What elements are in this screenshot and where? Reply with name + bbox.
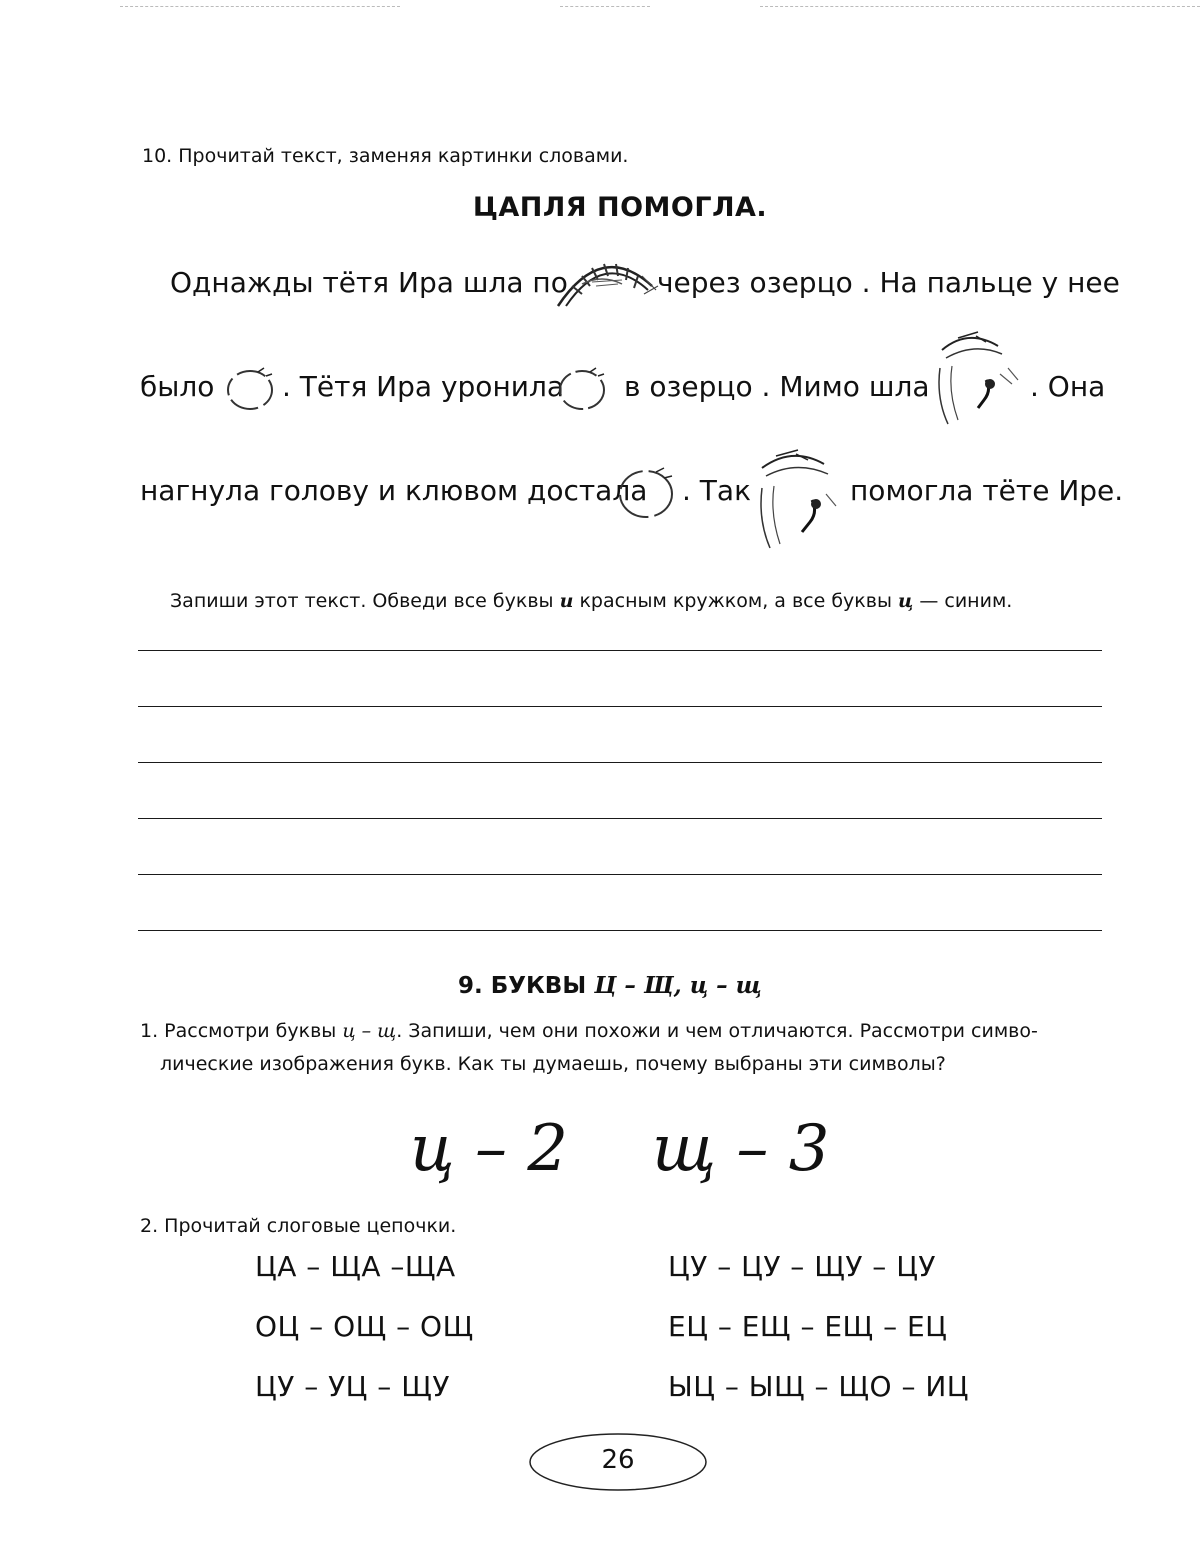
story-line-1b: через озерцо . На пальце у нее <box>657 266 1120 299</box>
question-2: 2. Прочитай слоговые цепочки. <box>140 1215 457 1237</box>
scan-edge-mark <box>560 6 650 7</box>
writing-line[interactable] <box>138 762 1102 763</box>
story-line-2d: . Она <box>1030 370 1106 403</box>
ring-icon <box>552 362 614 414</box>
letter-ts: ц <box>898 590 914 612</box>
writing-line[interactable] <box>138 650 1102 651</box>
question-1-line-1: 1. Рассмотри буквы ц – щ. Запиши, чем они похожи и чем отличаются. Рассмотри симво- <box>140 1020 1038 1042</box>
bridge-icon <box>552 246 664 316</box>
story-line-3b: . Так <box>682 474 751 507</box>
chain-right-3: ЫЦ – ЫЩ – ЩО – ИЦ <box>668 1370 970 1403</box>
writing-instruction: Запиши этот текст. Обведи все буквы и красным кружком, а все буквы ц — синим. <box>170 590 1013 612</box>
ring-icon <box>610 462 682 524</box>
chain-left-2: ОЦ – ОЩ – ОЩ <box>255 1310 474 1343</box>
writing-line[interactable] <box>138 930 1102 931</box>
story-line-2a: было <box>140 370 215 403</box>
section-9-heading: 9. БУКВЫ Ц – Щ, ц – щ <box>458 972 762 999</box>
letter-i: и <box>559 590 574 612</box>
heron-icon <box>752 444 844 554</box>
heron-icon <box>928 328 1028 432</box>
scan-edge-mark <box>760 6 1200 7</box>
story-line-1a: Однажды тётя Ира шла по <box>170 266 568 299</box>
symbol-ts-2: ц – 2 <box>410 1112 569 1186</box>
story-line-2b: . Тётя Ира уронила <box>282 370 564 403</box>
ring-icon <box>220 362 282 414</box>
story-line-3c: помогла тёте Ире. <box>850 474 1124 507</box>
story-title: ЦАПЛЯ ПОМОГЛА. <box>472 192 768 223</box>
task-10-title: 10. Прочитай текст, заменяя картинки словами. <box>142 145 629 167</box>
writing-line[interactable] <box>138 818 1102 819</box>
chain-left-3: ЦУ – УЦ – ЩУ <box>255 1370 450 1403</box>
writing-line[interactable] <box>138 706 1102 707</box>
story-line-2c: в озерцо . Мимо шла <box>624 370 930 403</box>
scan-edge-mark <box>120 6 400 7</box>
writing-line[interactable] <box>138 874 1102 875</box>
page-number: 26 <box>601 1445 635 1475</box>
symbol-shch-3: щ – 3 <box>652 1112 830 1186</box>
chain-right-2: ЕЦ – ЕЩ – ЕЩ – ЕЦ <box>668 1310 948 1343</box>
chain-left-1: ЦА – ЩА –ЩА <box>255 1250 456 1283</box>
story-line-3a: нагнула голову и клювом достала <box>140 474 648 507</box>
chain-right-1: ЦУ – ЦУ – ЩУ – ЦУ <box>668 1250 936 1283</box>
question-1-line-2: лические изображения букв. Как ты думаешь, почему выбраны эти символы? <box>160 1053 946 1075</box>
